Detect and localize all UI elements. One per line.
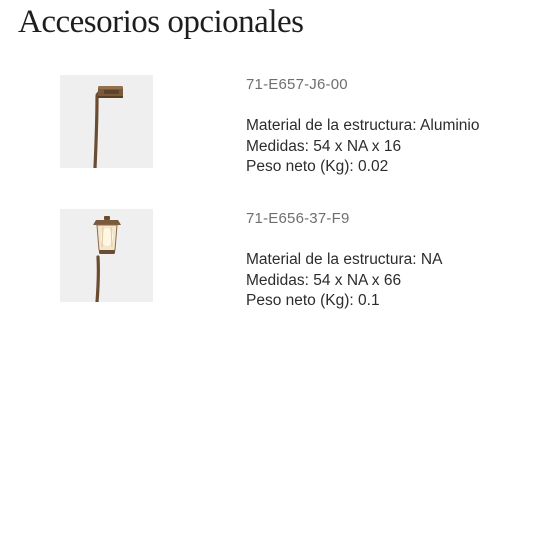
spec-dimensions: Medidas: 54 x NA x 16: [246, 137, 402, 155]
lamp-disc-head-icon: [60, 75, 153, 168]
lamp-lantern-head-icon: [60, 209, 153, 302]
spec-dimensions: Medidas: 54 x NA x 66: [246, 271, 402, 289]
accessory-item: [0, 209, 550, 309]
page-title: Accesorios opcionales: [18, 4, 304, 40]
product-thumbnail[interactable]: [60, 75, 153, 168]
product-code: 71-E657-J6-00: [246, 76, 348, 93]
spec-material: Material de la estructura: NA: [246, 251, 443, 268]
product-thumbnail[interactable]: [60, 209, 153, 302]
spec-material: Material de la estructura: Aluminio: [246, 117, 480, 134]
spec-list: [246, 250, 442, 312]
product-code: 71-E656-37-F9: [246, 210, 350, 227]
accessory-item: [0, 75, 550, 175]
spec-list: [246, 116, 480, 178]
spec-weight: Peso neto (Kg): 0.02: [246, 158, 389, 175]
spec-weight: Peso neto (Kg): 0.1: [246, 292, 380, 309]
